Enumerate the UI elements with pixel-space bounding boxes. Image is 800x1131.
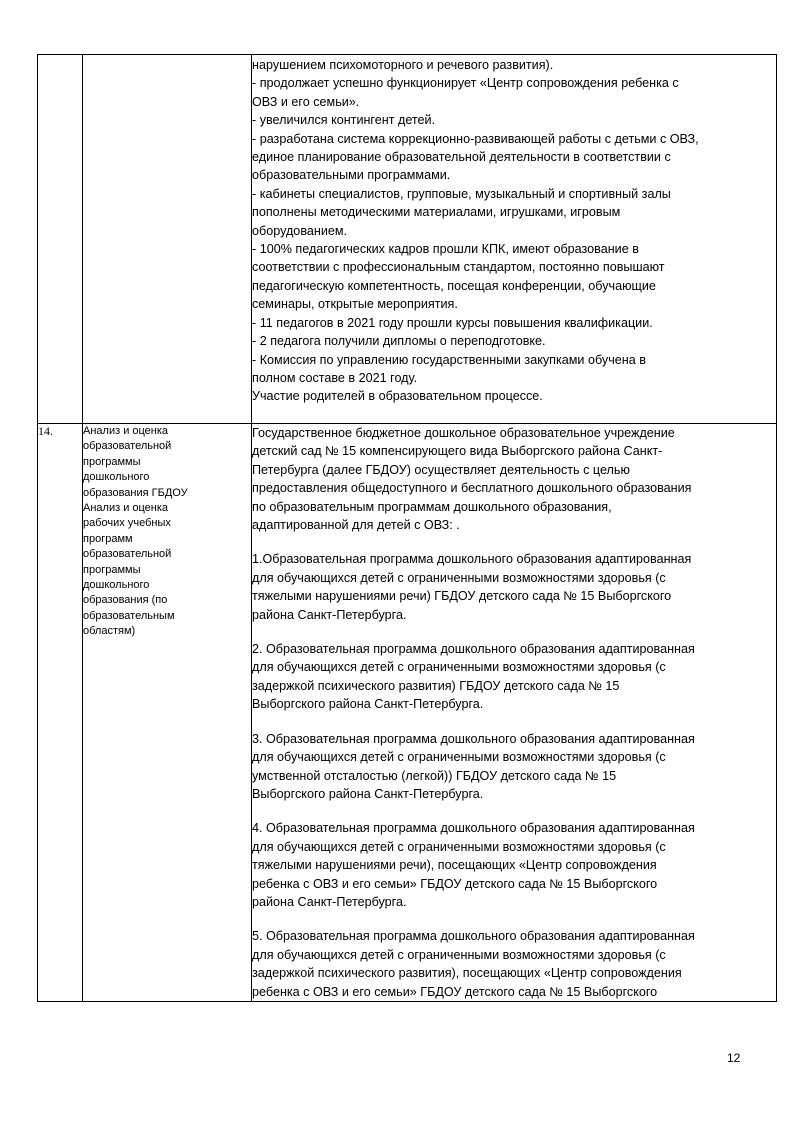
- text-line: по образовательным программам дошкольного образования,: [252, 499, 612, 514]
- text-line: семинары, открытые мероприятия.: [252, 297, 458, 312]
- text-line: для обучающихся детей с ограниченными возможностями здоровья (с: [252, 660, 666, 675]
- table-row: [38, 55, 777, 424]
- text-line: для обучающихся детей с ограниченными возможностями здоровья (с: [252, 839, 666, 854]
- text-line: Участие родителей в образовательном процессе.: [252, 389, 543, 404]
- text-line: образовательными программами.: [252, 168, 451, 183]
- text-line: дошкольного: [83, 471, 150, 484]
- text-line: предоставления общедоступного и бесплатного дошкольного образования: [252, 481, 692, 496]
- row-number-cell: 14.: [38, 424, 83, 1002]
- text-line: - 100% педагогических кадров прошли КПК, имеют образование в: [252, 242, 639, 257]
- text-line: Анализ и оценка: [83, 425, 169, 437]
- paragraph-spacer: [252, 714, 776, 730]
- text-line: оборудованием.: [252, 223, 348, 238]
- program-paragraph: [252, 819, 776, 911]
- paragraph-spacer: [252, 803, 776, 819]
- text-line: программы: [83, 455, 141, 468]
- text-line: района Санкт-Петербурга.: [252, 894, 407, 909]
- text-line: единое планирование образовательной деятельности в соответствии с: [252, 150, 671, 165]
- document-table: [37, 54, 777, 1002]
- paragraph-spacer: [252, 624, 776, 640]
- text-line: - продолжает успешно функционирует «Центр сопровождения ребенка с: [252, 76, 679, 91]
- page-number: 12: [727, 1051, 741, 1065]
- text-line: образования (по: [83, 594, 168, 607]
- text-line: 2. Образовательная программа дошкольного образования адаптированная: [252, 642, 695, 657]
- text-line: Петербурга (далее ГБДОУ) осуществляет деятельность с целью: [252, 462, 630, 477]
- text-line: - 11 педагогов в 2021 году прошли курсы повышения квалификации.: [252, 315, 653, 330]
- text-line: Государственное бюджетное дошкольное образовательное учреждение: [252, 426, 675, 440]
- text-line: пополнены методическими материалами, игрушками, игровым: [252, 205, 621, 220]
- text-line: Выборгского района Санкт-Петербурга.: [252, 697, 484, 712]
- text-line: задержкой психического развития), посещающих «Центр сопровождения: [252, 966, 682, 981]
- program-paragraph: [252, 730, 776, 804]
- text-line: Выборгского района Санкт-Петербурга.: [252, 786, 484, 801]
- text-line: Анализ и оценка: [83, 502, 169, 515]
- text-line: - увеличился контингент детей.: [252, 113, 436, 128]
- text-line: образовательной: [83, 440, 172, 453]
- table-row: [38, 424, 777, 1002]
- text-line: умственной отсталостью (легкой)) ГБДОУ детского сада № 15: [252, 768, 617, 783]
- text-line: ОВЗ и его семьи».: [252, 94, 360, 109]
- text-line: соответствии с профессиональным стандартом, постоянно повышают: [252, 260, 665, 275]
- row-number-cell: [38, 55, 83, 424]
- paragraph-spacer: [252, 911, 776, 927]
- text-line: тяжелыми нарушениями речи), посещающих «Центр сопровождения: [252, 858, 657, 873]
- program-paragraph: [252, 550, 776, 624]
- text-line: дошкольного: [83, 579, 150, 592]
- text-line: - разработана система коррекционно-развивающей работы с детьми с ОВЗ,: [252, 131, 699, 146]
- intro-paragraph: [252, 424, 776, 534]
- text-line: 4. Образовательная программа дошкольного образования адаптированная: [252, 821, 695, 836]
- row-content-cell: [252, 424, 777, 1002]
- text-line: ребенка с ОВЗ и его семьи» ГБДОУ детского сада № 15 Выборгского: [252, 876, 658, 891]
- text-line: адаптированной для детей с ОВЗ: .: [252, 518, 460, 533]
- text-line: ребенка с ОВЗ и его семьи» ГБДОУ детского сада № 15 Выборгского: [252, 984, 658, 999]
- text-line: полном составе в 2021 году.: [252, 370, 418, 385]
- text-line: для обучающихся детей с ограниченными возможностями здоровья (с: [252, 570, 666, 585]
- text-line: тяжелыми нарушениями речи) ГБДОУ детского сада № 15 Выборгского: [252, 589, 672, 604]
- row-label-cell: [83, 424, 252, 1002]
- text-line: образовательной: [83, 548, 172, 561]
- continuation-paragraph: [252, 56, 776, 406]
- text-line: областям): [83, 625, 136, 638]
- text-line: рабочих учебных: [83, 517, 171, 530]
- section-label: [83, 424, 251, 640]
- text-line: программ: [83, 532, 133, 545]
- text-line: педагогическую компетентность, посещая конференции, обучающие: [252, 278, 656, 293]
- text-line: детский сад № 15 компенсирующего вида Выборгского района Санкт-: [252, 444, 663, 459]
- row-content-cell: [252, 55, 777, 424]
- text-line: для обучающихся детей с ограниченными возможностями здоровья (с: [252, 750, 666, 765]
- text-line: района Санкт-Петербурга.: [252, 607, 407, 622]
- paragraph-spacer: [252, 534, 776, 550]
- text-line: - Комиссия по управлению государственными закупками обучена в: [252, 352, 646, 367]
- text-line: образовательным: [83, 609, 175, 622]
- text-line: для обучающихся детей с ограниченными возможностями здоровья (с: [252, 947, 666, 962]
- text-line: 5. Образовательная программа дошкольного образования адаптированная: [252, 929, 695, 944]
- text-line: 3. Образовательная программа дошкольного образования адаптированная: [252, 731, 695, 746]
- program-paragraph: [252, 640, 776, 714]
- row-label-cell: [83, 55, 252, 424]
- text-line: - кабинеты специалистов, групповые, музыкальный и спортивный залы: [252, 186, 671, 201]
- program-paragraph: [252, 927, 776, 1001]
- text-line: образования ГБДОУ: [83, 486, 188, 499]
- text-line: 1.Образовательная программа дошкольного образования адаптированная: [252, 552, 692, 567]
- programs-list: [252, 534, 776, 1001]
- text-line: нарушением психомоторного и речевого развития).: [252, 58, 554, 72]
- text-line: программы: [83, 563, 141, 576]
- text-line: - 2 педагога получили дипломы о переподготовке.: [252, 334, 546, 349]
- text-line: задержкой психического развития) ГБДОУ детского сада № 15: [252, 678, 620, 693]
